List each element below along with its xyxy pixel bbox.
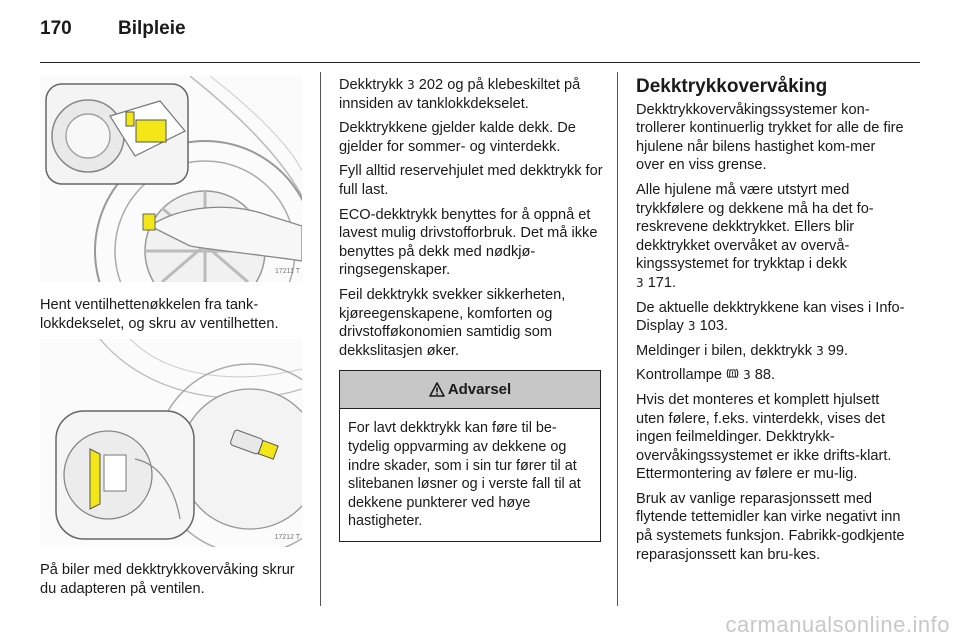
warning-triangle-icon — [429, 382, 445, 398]
section-heading: Dekktrykkovervåking — [636, 76, 828, 97]
paragraph: ECO-dekktrykk benyttes for å oppnå et lavest mulig drivstofforbruk. Det må ikke benyttes på dekk med nødkjø-ringsegenskaper. — [339, 206, 598, 279]
column-divider-1 — [320, 72, 321, 606]
warning-header — [340, 371, 600, 409]
paragraph: Bruk av vanlige reparasjonssett med flytende tettemidler kan virke negativt inn på systemets funksjon. Fabrikk-godkjente reparasjonssett kan bru-kes. — [636, 490, 905, 563]
warning-body: For lavt dekktrykk kan føre til be-tydelig oppvarming av dekkene og indre skader, som i sin tur fører til at slitebanen løsner og i verste fall til at dekkene punkterer ved høye hastigheter. — [348, 420, 581, 530]
figure-adapter — [40, 339, 302, 547]
paragraph: Alle hjulene må være utstyrt med trykkfølere og dekkene må ha det fo-reskrevene dekktrykket. Ellers blir dekktrykket overvåket av overvå-kingssystemet for trykktap i dekk 3 171. — [636, 181, 874, 291]
valve-cap-illustration — [40, 76, 302, 282]
page-number: 170 — [40, 18, 72, 39]
warning-box — [339, 370, 601, 542]
column-2 — [339, 76, 603, 542]
paragraph: Hvis det monteres et komplett hjulsett uten følere, f.eks. vinterdekk, vises det ingen feilmeldinger. Dekktrykk-overvåkingssystemet er ikke drifts-klart. Ettermontering av følere er mu-lig. — [636, 391, 892, 483]
figure-valve-cap — [40, 76, 302, 282]
figure-2-caption: På biler med dekktrykkovervåking skrur du adapteren på ventilen. — [40, 562, 295, 597]
adapter-illustration — [40, 339, 302, 547]
figure-1-caption: Hent ventilhettenøkkelen fra tank-lokkdekselet, og skru av ventilhetten. — [40, 297, 279, 332]
page-ref-icon: 3 — [407, 78, 415, 92]
paragraph: Dekktrykkovervåkingssystemer kon-trollerer kontinuerlig trykket for alle de fire hjulene når bilens hastighet kom-mer over en viss grense. — [636, 101, 904, 174]
figure-id: 17212 T — [274, 533, 300, 541]
paragraph: Fyll alltid reservehjulet med dekktrykk for full last. — [339, 163, 603, 198]
paragraph: Feil dekktrykk svekker sikkerheten, kjøreegenskapene, komforten og drivstofføkonomien samtidig som dekkslitasjen øker. — [339, 286, 566, 359]
paragraph: Dekktrykkene gjelder kalde dekk. De gjelder for sommer- og vinterdekk. — [339, 120, 576, 155]
watermark: carmanualsonline.info — [725, 612, 950, 637]
paragraph: De aktuelle dekktrykkene kan vises i Info-Display 3 103. — [636, 299, 905, 335]
tire-pressure-lamp-icon — [726, 367, 739, 380]
column-divider-2 — [617, 72, 618, 606]
page-ref-icon: 3 — [743, 368, 751, 383]
paragraph: Kontrollampe 3 88. — [636, 367, 776, 384]
page-ref-icon: 3 — [687, 319, 696, 334]
header-rule — [40, 62, 920, 63]
page-header — [40, 18, 186, 48]
section-title: Bilpleie — [118, 18, 186, 39]
warning-title: Advarsel — [447, 380, 512, 398]
paragraph: Meldinger i bilen, dekktrykk 3 99. — [636, 342, 849, 359]
column-1 — [40, 76, 306, 598]
figure-id: 17211 T — [274, 268, 300, 276]
paragraph: Dekktrykk 3 202 og på klebeskiltet på innsiden av tanklokkdekselet. — [339, 77, 581, 112]
page-ref-icon: 3 — [816, 343, 824, 358]
page-ref-icon: 3 — [636, 275, 644, 290]
column-3 — [636, 76, 906, 570]
